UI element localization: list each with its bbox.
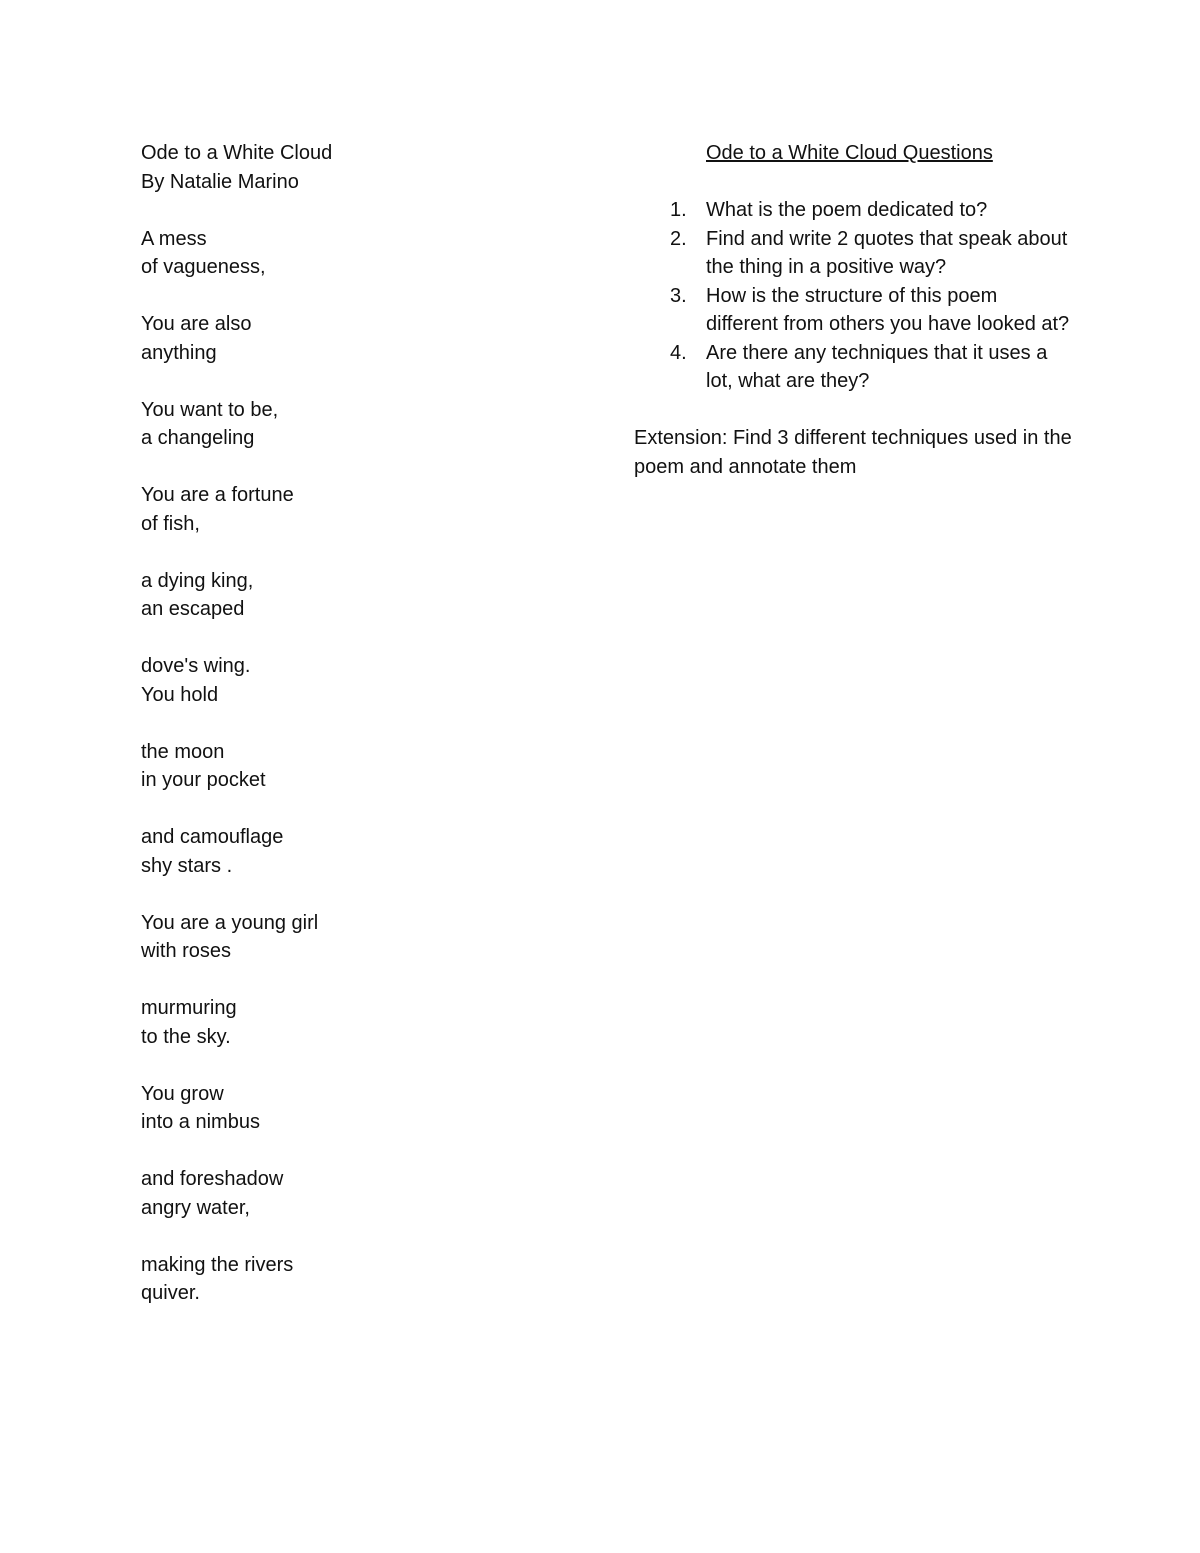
question-number: 1. xyxy=(670,199,687,221)
stanza-7 xyxy=(141,738,561,795)
question-text: What is the poem dedicated to? xyxy=(706,199,988,221)
stanza-2 xyxy=(141,310,561,367)
poem-line: an escaped xyxy=(141,598,245,620)
poem-line: a dying king, xyxy=(141,569,254,592)
stanza-13 xyxy=(141,1251,561,1308)
poem-line: a changeling xyxy=(141,427,255,449)
poem-line: into a nimbus xyxy=(141,1111,260,1133)
stanza-12 xyxy=(141,1165,561,1222)
stanza-10 xyxy=(141,994,561,1051)
stanza-8 xyxy=(141,823,561,880)
stanza-9 xyxy=(141,909,561,966)
question-item xyxy=(634,225,1074,282)
poem-line: You grow xyxy=(141,1082,224,1105)
poem-line: angry water, xyxy=(141,1196,250,1219)
question-text: How is the structure of this poem different from others you have looked at? xyxy=(706,284,1070,335)
poem-line: quiver. xyxy=(141,1282,200,1304)
poem-line: the moon xyxy=(141,740,225,763)
poem-line: with roses xyxy=(141,940,232,962)
poem-line: dove's wing. xyxy=(141,655,251,677)
poem-line: making the rivers xyxy=(141,1253,294,1276)
poem-line: You are a fortune xyxy=(141,484,294,506)
poem-line: shy stars . xyxy=(141,854,233,877)
poem-line: You want to be, xyxy=(141,398,279,421)
poem-column xyxy=(141,139,561,1308)
poem-line: in your pocket xyxy=(141,769,266,791)
question-number: 4. xyxy=(670,341,687,364)
stanza-1 xyxy=(141,225,561,282)
extension-task: Extension: Find 3 different techniques used in the poem and annotate them xyxy=(634,427,1072,478)
poem-line: and camouflage xyxy=(141,826,284,848)
poem-line: You are a young girl xyxy=(141,911,319,934)
stanza-5 xyxy=(141,567,561,624)
stanza-3 xyxy=(141,396,561,453)
poem-line: You hold xyxy=(141,683,219,706)
poem-line: of vagueness, xyxy=(141,256,266,278)
poem-line: anything xyxy=(141,341,217,364)
question-number: 3. xyxy=(670,284,687,307)
poem-line: of fish, xyxy=(141,512,200,535)
questions-list xyxy=(634,196,1074,396)
poem-line: You are also xyxy=(141,313,252,335)
poem-line: A mess xyxy=(141,227,207,250)
question-item xyxy=(634,196,1074,225)
poem-author: By Natalie Marino xyxy=(141,170,299,193)
questions-column xyxy=(634,139,1074,481)
question-item xyxy=(634,339,1074,396)
question-number: 2. xyxy=(670,227,687,250)
question-text: Find and write 2 quotes that speak about the thing in a positive way? xyxy=(706,227,1068,278)
poem-line: to the sky. xyxy=(141,1025,231,1048)
question-text: Are there any techniques that it uses a lot, what are they? xyxy=(706,341,1048,392)
questions-title: Ode to a White Cloud Questions xyxy=(706,142,993,164)
poem-line: murmuring xyxy=(141,997,237,1019)
stanza-11 xyxy=(141,1080,561,1137)
poem-line: and foreshadow xyxy=(141,1168,284,1190)
stanza-6 xyxy=(141,652,561,709)
stanza-4 xyxy=(141,481,561,538)
poem-title: Ode to a White Cloud xyxy=(141,142,333,164)
question-item xyxy=(634,282,1074,339)
